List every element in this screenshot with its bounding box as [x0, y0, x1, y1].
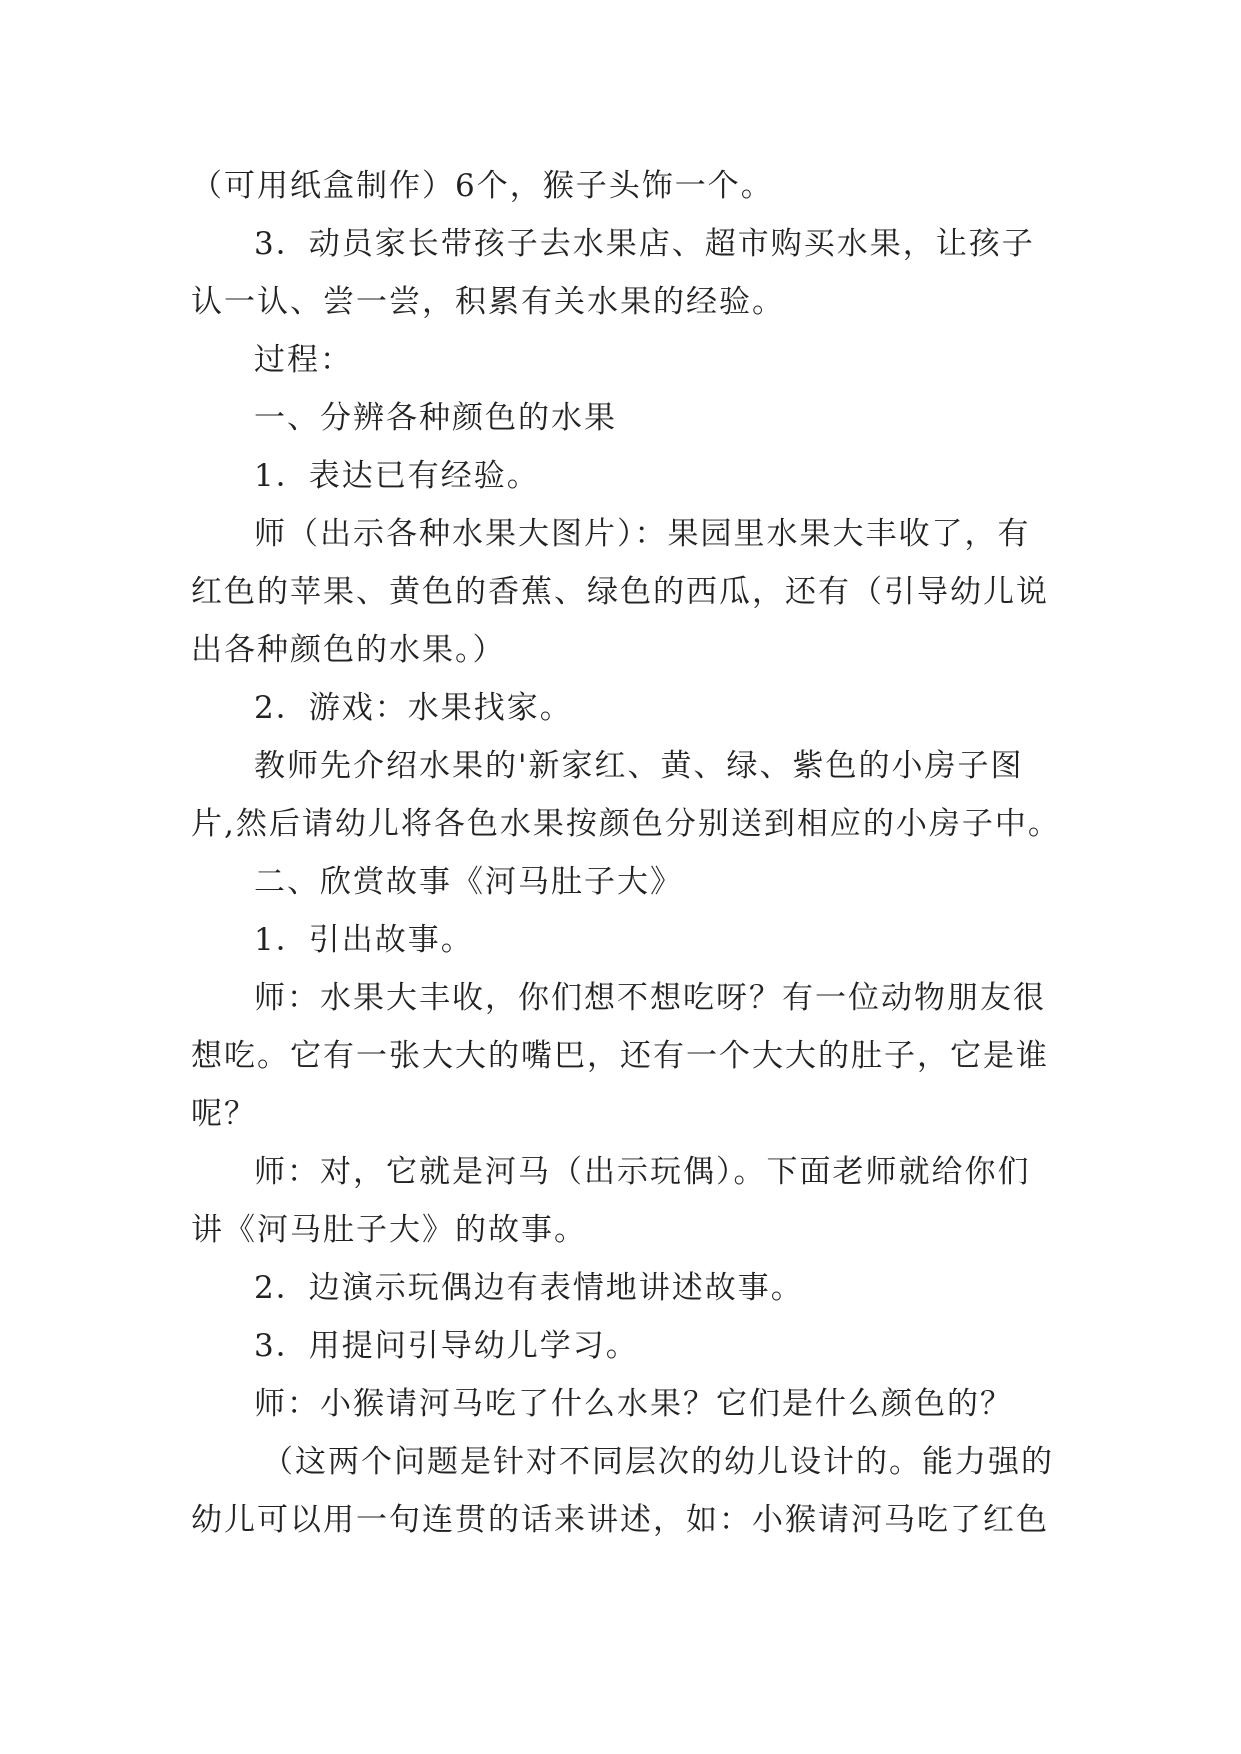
- section-heading: 二、欣赏故事《河马肚子大》: [254, 864, 683, 900]
- section-heading: 过程：: [254, 342, 353, 378]
- text-line: 幼儿可以用一句连贯的话来讲述，如：小猴请河马吃了红色: [191, 1502, 1049, 1538]
- section-heading: 一、分辨各种颜色的水果: [254, 400, 617, 436]
- text-line: 出各种颜色的水果。）: [191, 632, 506, 668]
- text-line: 师（出示各种水果大图片）：果园里水果大丰收了，有: [254, 516, 1031, 552]
- text-line: （这两个问题是针对不同层次的幼儿设计的。能力强的: [262, 1444, 1054, 1480]
- text-line: 1．表达已有经验。: [254, 458, 540, 494]
- text-line: 2．游戏：水果找家。: [254, 690, 573, 726]
- text-line: 想吃。它有一张大大的嘴巴，还有一个大大的肚子，它是谁: [191, 1038, 1049, 1074]
- text-line: 红色的苹果、黄色的香蕉、绿色的西瓜，还有（引导幼儿说: [191, 574, 1049, 610]
- text-line: 师：对，它就是河马（出示玩偶）。下面老师就给你们: [254, 1154, 1031, 1190]
- text-line: 认一认、尝一尝，积累有关水果的经验。: [191, 284, 785, 320]
- text-line: 片,然后请幼儿将各色水果按颜色分别送到相应的小房子中。: [191, 806, 1061, 842]
- text-line: 2．边演示玩偶边有表情地讲述故事。: [254, 1270, 804, 1306]
- text-line: 1．引出故事。: [254, 922, 474, 958]
- text-line: 呢？: [191, 1096, 257, 1132]
- text-line: （可用纸盒制作）6个，猴子头饰一个。: [191, 168, 774, 204]
- text-line: 讲《河马肚子大》的故事。: [191, 1212, 587, 1248]
- text-line: 师：小猴请河马吃了什么水果？它们是什么颜色的？: [254, 1386, 1013, 1422]
- text-line: 3．动员家长带孩子去水果店、超市购买水果，让孩子: [254, 226, 1035, 262]
- text-line: 师：水果大丰收，你们想不想吃呀？有一位动物朋友很: [254, 980, 1046, 1016]
- text-line: 3．用提问引导幼儿学习。: [254, 1328, 639, 1364]
- text-line: 教师先介绍水果的'新家红、黄、绿、紫色的小房子图: [254, 748, 1024, 784]
